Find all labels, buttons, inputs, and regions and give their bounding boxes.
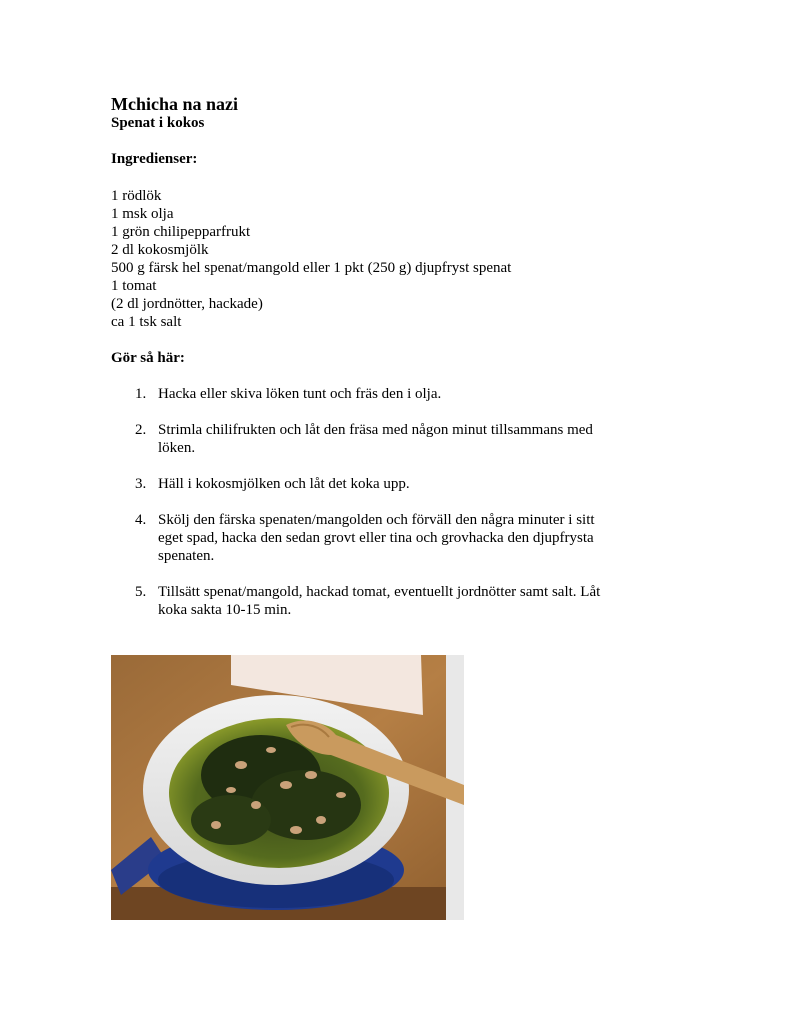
step-text: Hacka eller skiva löken tunt och fräs den i olja. [158,386,442,402]
steps-list [111,385,671,619]
step-item [111,583,618,619]
ingredients-list [111,187,671,331]
dish-photo [111,655,464,920]
ingredient-item: 500 g färsk hel spenat/mangold eller 1 pkt (250 g) djupfryst spenat [111,260,512,276]
step-number: 3. [135,476,147,492]
recipe-document [111,94,671,637]
step-number: 4. [135,512,147,528]
step-item [111,511,618,565]
recipe-subtitle: Spenat i kokos [111,115,205,131]
step-text: Skölj den färska spenaten/mangolden och förväll den några minuter i sitt eget spad, hacka den sedan grovt eller tina och grovhacka den djupfrysta spenaten. [158,512,595,564]
step-number: 1. [135,386,147,402]
ingredient-item: 1 msk olja [111,206,174,222]
step-number: 2. [135,422,147,438]
ingredient-item: ca 1 tsk salt [111,314,182,330]
step-text: Häll i kokosmjölken och låt det koka upp. [158,476,410,492]
step-item [111,475,618,493]
step-item [111,385,618,403]
ingredient-item: 1 rödlök [111,188,162,204]
ingredients-heading: Ingredienser: [111,151,198,167]
step-item [111,421,618,457]
ingredient-item: 1 grön chilipepparfrukt [111,224,251,240]
step-text: Strimla chilifrukten och låt den fräsa med någon minut tillsammans med löken. [158,422,593,456]
steps-heading: Gör så här: [111,350,185,366]
ingredient-item: 2 dl kokosmjölk [111,242,209,258]
recipe-title: Mchicha na nazi [111,94,239,114]
ingredient-item: 1 tomat [111,278,157,294]
step-text: Tillsätt spenat/mangold, hackad tomat, eventuellt jordnötter samt salt. Låt koka sakta 10-15 min. [158,584,601,618]
ingredient-item: (2 dl jordnötter, hackade) [111,296,263,312]
step-number: 5. [135,584,147,600]
